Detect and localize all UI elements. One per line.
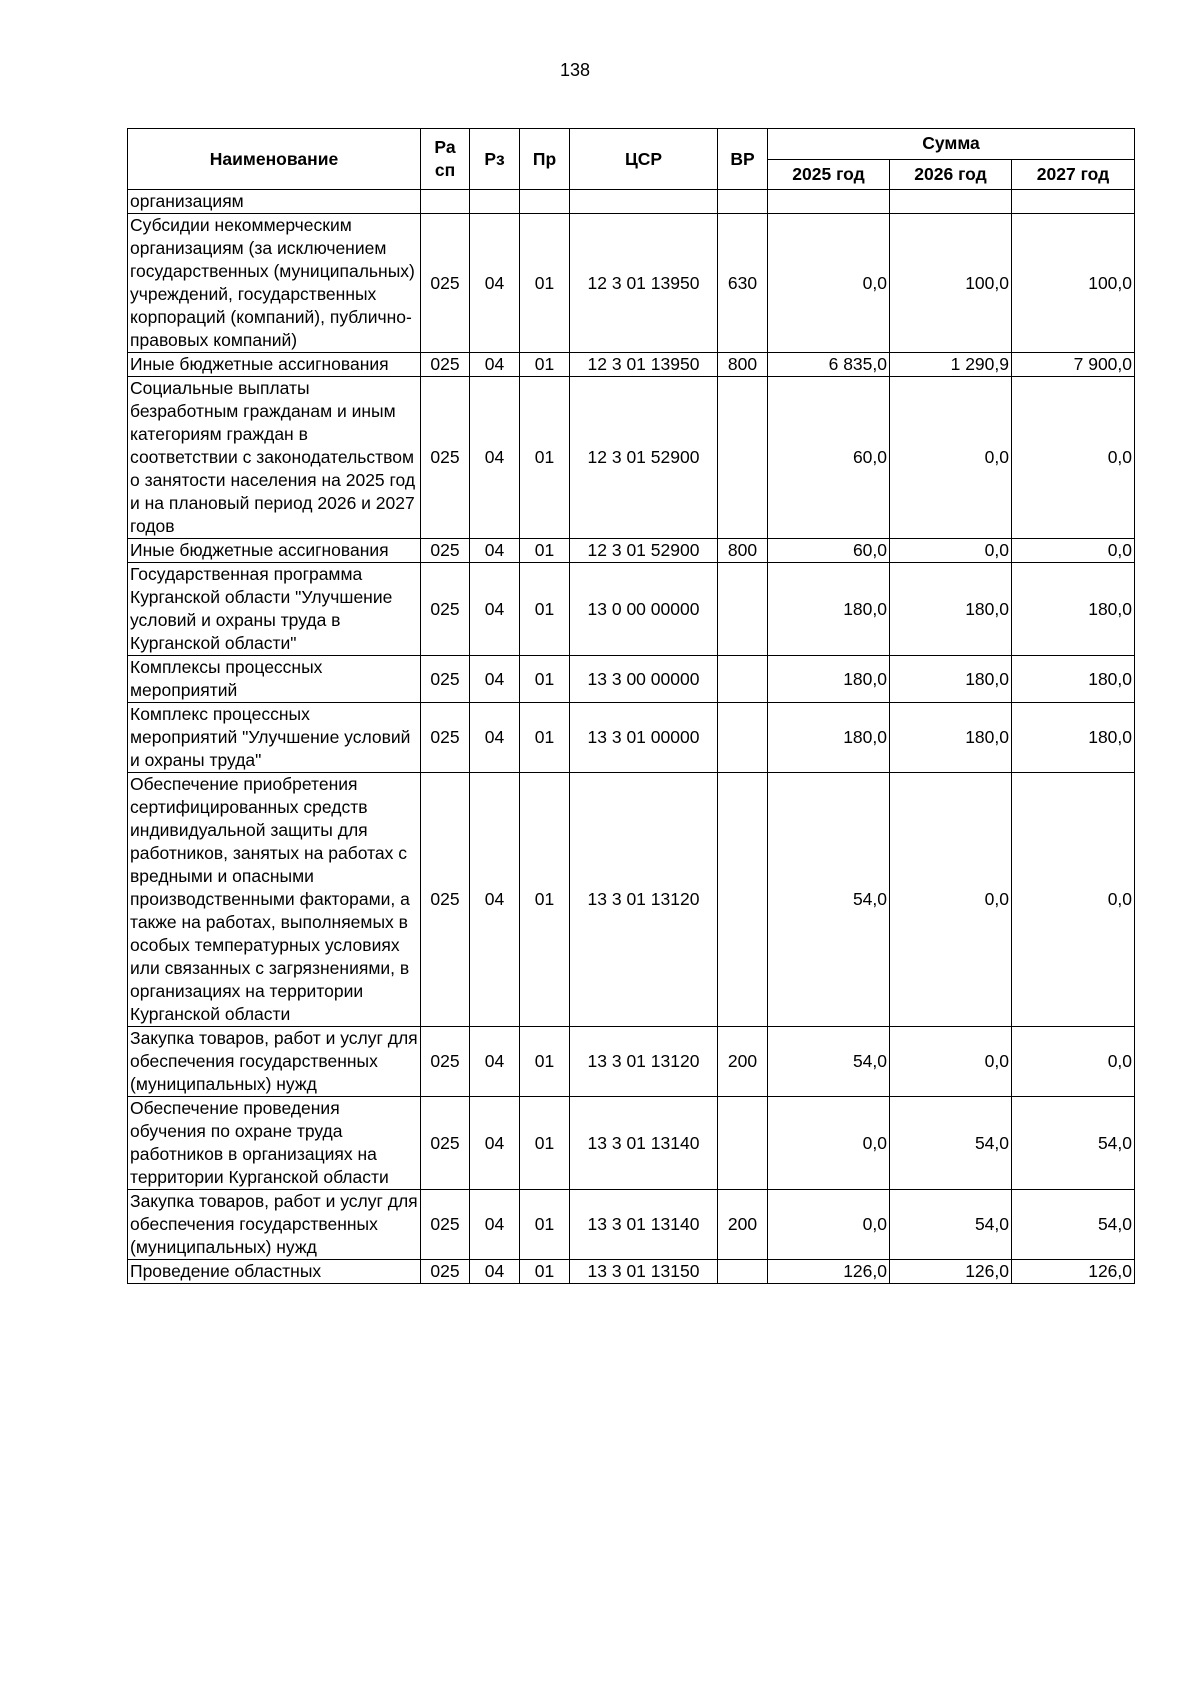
table-row [128, 656, 1135, 703]
page-number: 138 [559, 60, 591, 80]
row-vr: 200 [718, 1190, 768, 1260]
row-pr: 01 [520, 563, 570, 656]
row-pr: 01 [520, 214, 570, 353]
row-vr: 200 [718, 1027, 768, 1097]
row-csr: 13 3 01 13140 [570, 1097, 718, 1190]
row-rz: 04 [470, 377, 520, 539]
row-vr: 800 [718, 539, 768, 563]
header-rz: Рз [470, 129, 520, 190]
row-amount-2027: 7 900,0 [1012, 353, 1135, 377]
row-vr [718, 377, 768, 539]
row-amount-2025: 60,0 [768, 377, 890, 539]
row-csr: 13 3 01 00000 [570, 703, 718, 773]
row-pr: 01 [520, 656, 570, 703]
table-row [128, 703, 1135, 773]
row-csr: 13 3 00 00000 [570, 656, 718, 703]
row-rasp: 025 [421, 1260, 470, 1284]
row-amount-2026: 1 290,9 [890, 353, 1012, 377]
row-rasp: 025 [421, 773, 470, 1027]
row-name: Государственная программа Курганской области "Улучшение условий и охраны труда в Курганской области" [128, 563, 421, 656]
row-name: Субсидии некоммерческим организациям (за исключением государственных (муниципальных) учреждений, государственных корпораций (компаний), публично-правовых компаний) [128, 214, 421, 353]
row-amount-2026: 54,0 [890, 1097, 1012, 1190]
row-amount-2026: 180,0 [890, 656, 1012, 703]
row-vr [718, 703, 768, 773]
row-rz [470, 190, 520, 214]
header-year-2026: 2026 год [890, 159, 1012, 190]
row-vr [718, 773, 768, 1027]
row-rz: 04 [470, 1027, 520, 1097]
row-rasp: 025 [421, 1190, 470, 1260]
row-csr: 12 3 01 13950 [570, 353, 718, 377]
row-amount-2027: 0,0 [1012, 773, 1135, 1027]
row-pr: 01 [520, 377, 570, 539]
row-amount-2027: 180,0 [1012, 563, 1135, 656]
row-name: Иные бюджетные ассигнования [128, 353, 421, 377]
row-amount-2027 [1012, 190, 1135, 214]
row-rz: 04 [470, 773, 520, 1027]
row-csr: 13 3 01 13140 [570, 1190, 718, 1260]
row-vr: 630 [718, 214, 768, 353]
row-amount-2025 [768, 190, 890, 214]
row-amount-2026: 180,0 [890, 563, 1012, 656]
row-rz: 04 [470, 1097, 520, 1190]
row-vr [718, 563, 768, 656]
row-name: Иные бюджетные ассигнования [128, 539, 421, 563]
row-rasp [421, 190, 470, 214]
row-amount-2027: 54,0 [1012, 1190, 1135, 1260]
row-amount-2026 [890, 190, 1012, 214]
row-amount-2026: 0,0 [890, 773, 1012, 1027]
row-rz: 04 [470, 703, 520, 773]
row-rz: 04 [470, 656, 520, 703]
row-amount-2025: 54,0 [768, 773, 890, 1027]
table-row [128, 1260, 1135, 1284]
row-amount-2026: 54,0 [890, 1190, 1012, 1260]
row-amount-2025: 0,0 [768, 1190, 890, 1260]
row-csr: 13 3 01 13150 [570, 1260, 718, 1284]
row-amount-2025: 0,0 [768, 214, 890, 353]
header-pr: Пр [520, 129, 570, 190]
row-pr: 01 [520, 1097, 570, 1190]
row-rz: 04 [470, 1190, 520, 1260]
row-rasp: 025 [421, 703, 470, 773]
row-pr: 01 [520, 703, 570, 773]
row-rasp: 025 [421, 563, 470, 656]
row-rasp: 025 [421, 353, 470, 377]
header-csr: ЦСР [570, 129, 718, 190]
row-rasp: 025 [421, 1027, 470, 1097]
row-amount-2026: 0,0 [890, 539, 1012, 563]
table-row [128, 1027, 1135, 1097]
row-amount-2026: 180,0 [890, 703, 1012, 773]
row-amount-2027: 54,0 [1012, 1097, 1135, 1190]
table-row [128, 773, 1135, 1027]
row-amount-2027: 180,0 [1012, 703, 1135, 773]
row-csr: 13 0 00 00000 [570, 563, 718, 656]
row-rasp: 025 [421, 656, 470, 703]
row-amount-2027: 100,0 [1012, 214, 1135, 353]
row-name: организациям [128, 190, 421, 214]
row-name: Закупка товаров, работ и услуг для обеспечения государственных (муниципальных) нужд [128, 1190, 421, 1260]
row-amount-2027: 0,0 [1012, 1027, 1135, 1097]
table-row [128, 214, 1135, 353]
row-pr: 01 [520, 539, 570, 563]
row-rasp: 025 [421, 539, 470, 563]
table-row [128, 377, 1135, 539]
row-csr: 12 3 01 13950 [570, 214, 718, 353]
row-rz: 04 [470, 563, 520, 656]
row-vr [718, 1260, 768, 1284]
row-amount-2026: 100,0 [890, 214, 1012, 353]
row-name: Социальные выплаты безработным гражданам и иным категориям граждан в соответствии с законодательством о занятости населения на 2025 год и на плановый период 2026 и 2027 годов [128, 377, 421, 539]
row-rz: 04 [470, 353, 520, 377]
header-row [128, 129, 1135, 160]
header-name: Наименование [128, 129, 421, 190]
row-csr: 13 3 01 13120 [570, 773, 718, 1027]
row-amount-2027: 0,0 [1012, 377, 1135, 539]
table-row [128, 539, 1135, 563]
row-name: Проведение областных [128, 1260, 421, 1284]
row-pr: 01 [520, 353, 570, 377]
row-csr: 12 3 01 52900 [570, 377, 718, 539]
row-pr: 01 [520, 1027, 570, 1097]
table-row [128, 190, 1135, 214]
row-rz: 04 [470, 539, 520, 563]
row-name: Комплексы процессных мероприятий [128, 656, 421, 703]
header-vr: ВР [718, 129, 768, 190]
row-pr: 01 [520, 773, 570, 1027]
row-name: Обеспечение проведения обучения по охране труда работников в организациях на территории Курганской области [128, 1097, 421, 1190]
row-rasp: 025 [421, 1097, 470, 1190]
row-amount-2027: 0,0 [1012, 539, 1135, 563]
header-rasp: Ра сп [421, 129, 470, 190]
row-amount-2025: 180,0 [768, 703, 890, 773]
row-vr [718, 656, 768, 703]
row-amount-2027: 126,0 [1012, 1260, 1135, 1284]
header-year-2025: 2025 год [768, 159, 890, 190]
table-row [128, 563, 1135, 656]
row-csr: 12 3 01 52900 [570, 539, 718, 563]
row-amount-2025: 6 835,0 [768, 353, 890, 377]
row-rasp: 025 [421, 377, 470, 539]
row-vr [718, 190, 768, 214]
row-amount-2025: 126,0 [768, 1260, 890, 1284]
table-row [128, 1190, 1135, 1260]
row-amount-2025: 60,0 [768, 539, 890, 563]
row-amount-2025: 180,0 [768, 563, 890, 656]
header-year-2027: 2027 год [1012, 159, 1135, 190]
row-rz: 04 [470, 1260, 520, 1284]
row-amount-2025: 0,0 [768, 1097, 890, 1190]
table-row [128, 1097, 1135, 1190]
row-csr [570, 190, 718, 214]
row-csr: 13 3 01 13120 [570, 1027, 718, 1097]
row-pr [520, 190, 570, 214]
row-amount-2027: 180,0 [1012, 656, 1135, 703]
row-amount-2026: 0,0 [890, 1027, 1012, 1097]
row-amount-2026: 126,0 [890, 1260, 1012, 1284]
row-pr: 01 [520, 1190, 570, 1260]
row-rz: 04 [470, 214, 520, 353]
table-body [128, 190, 1135, 1284]
row-rasp: 025 [421, 214, 470, 353]
row-vr [718, 1097, 768, 1190]
row-vr: 800 [718, 353, 768, 377]
row-pr: 01 [520, 1260, 570, 1284]
row-name: Закупка товаров, работ и услуг для обеспечения государственных (муниципальных) нужд [128, 1027, 421, 1097]
table-row [128, 353, 1135, 377]
row-amount-2026: 0,0 [890, 377, 1012, 539]
header-sum: Сумма [768, 129, 1135, 160]
row-amount-2025: 180,0 [768, 656, 890, 703]
row-amount-2025: 54,0 [768, 1027, 890, 1097]
row-name: Комплекс процессных мероприятий "Улучшение условий и охраны труда" [128, 703, 421, 773]
budget-table [127, 128, 1135, 1284]
row-name: Обеспечение приобретения сертифицированных средств индивидуальной защиты для работников, занятых на работах с вредными и опасными производственными факторами, а также на работах, выполняемых в особых температурных условиях или связанных с загрязнениями, в организациях на территории Курганской области [128, 773, 421, 1027]
